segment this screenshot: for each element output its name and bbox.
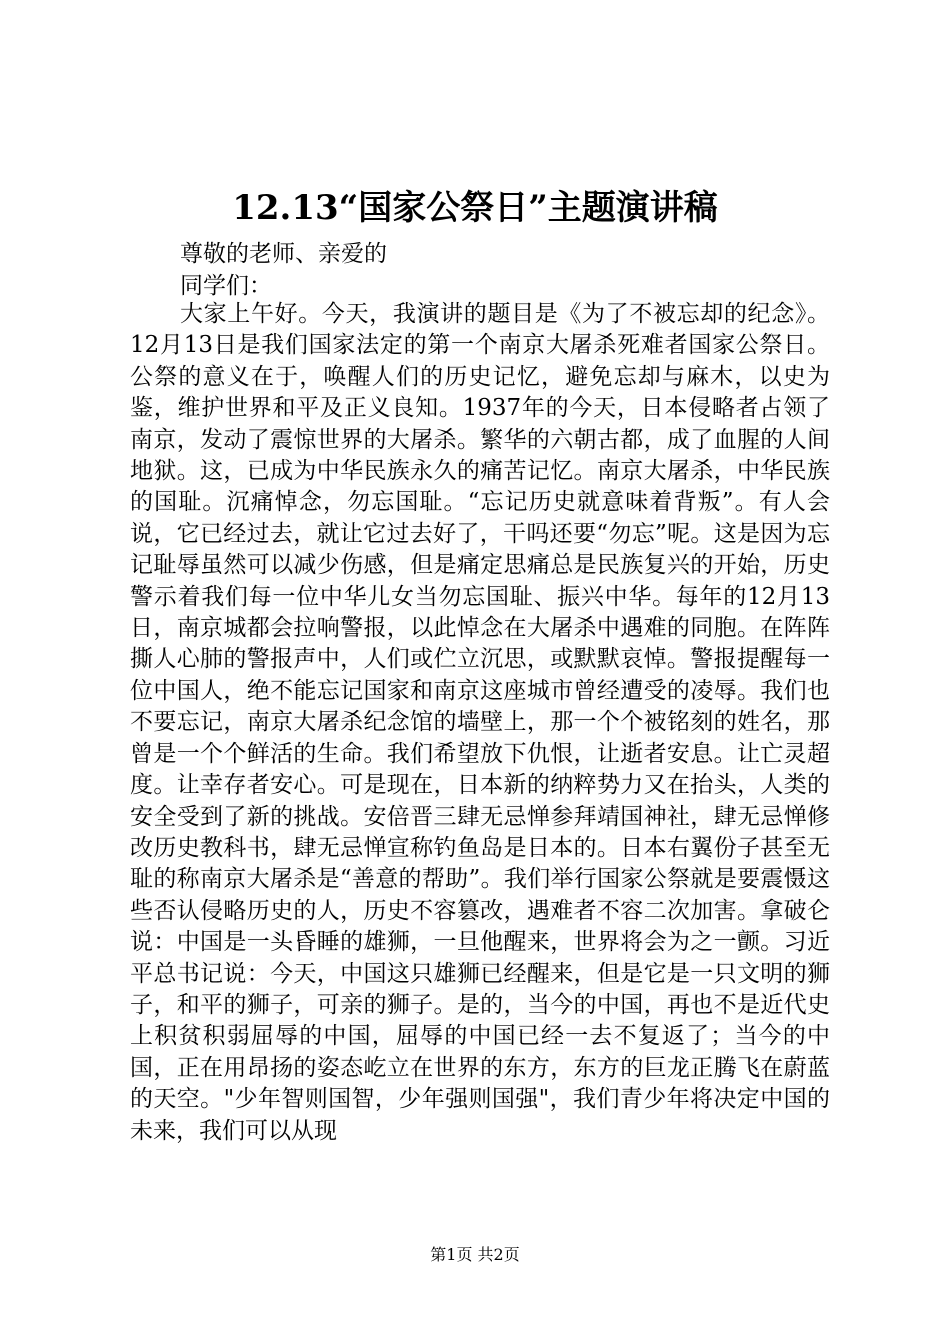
page-number-footer: 第1页 共2页: [430, 1245, 520, 1264]
salutation-line-2: 同学们：: [180, 273, 272, 299]
speech-body-paragraph: 大家上午好。今天，我演讲的题目是《为了不被忘却的纪念》。12月13日是我们国家法定的第一个南京大屠杀死难者国家公祭日。公祭的意义在于，唤醒人们的历史记忆，避免忘却与麻木，以史为鉴，维护世界和平及正义良知。1937年的今天，日本侵略者占领了南京，发动了震惊世界的大屠杀。繁华的六朝古都，成了血腥的人间地狱。这，已成为中华民族永久的痛苦记忆。南京大屠杀，中华民族的国耻。沉痛悼念，勿忘国耻。“忘记历史就意味着背叛”。有人会说，它已经过去，就让它过去好了，干吗还要“勿忘”呢。这是因为忘记耻辱虽然可以减少伤感，但是痛定思痛总是民族复兴的开始，历史警示着我们每一位中华儿女当勿忘国耻、振兴中华。每年的12月13日，南京城都会拉响警报，以此悼念在大屠杀中遇难的同胞。在阵阵撕人心肺的警报声中，人们或伫立沉思，或默默哀悼。警报提醒每一位中国人，绝不能忘记国家和南京这座城市曾经遭受的凌辱。我们也不要忘记，南京大屠杀纪念馆的墙壁上，那一个个被铭刻的姓名，那曾是一个个鲜活的生命。我们希望放下仇恨，让逝者安息。让亡灵超度。让幸存者安心。可是现在，日本新的纳粹势力又在抬头，人类的安全受到了新的挑战。安倍晋三肆无忌惮参拜靖国神社，肆无忌惮修改历史教科书，肆无忌惮宣称钓鱼岛是日本的。日本右翼份子甚至无耻的称南京大屠杀是“善意的帮助”。我们举行国家公祭就是要震慑这些否认侵略历史的人，历史不容篡改，遇难者不容二次加害。拿破仑说：中国是一头昏睡的雄狮，一旦他醒来，世界将会为之一颤。习近平总书记说：今天，中国这只雄狮已经醒来，但是它是一只文明的狮子，和平的狮子，可亲的狮子。是的，当今的中国，再也不是近代史上积贫积弱屈辱的中国，屈辱的中国已经一去不复返了；当今的中国，正在用昂扬的姿态屹立在世界的东方，东方的巨龙正腾飞在蔚蓝的天空。"少年智则国智，少年强则国强"，我们青少年将决定中国的未来，我们可以从现: [130, 301, 830, 1144]
document-title: 12.13“国家公祭日”主题演讲稿: [232, 188, 718, 228]
salutation-line-1: 尊敬的老师、亲爱的: [180, 241, 387, 267]
